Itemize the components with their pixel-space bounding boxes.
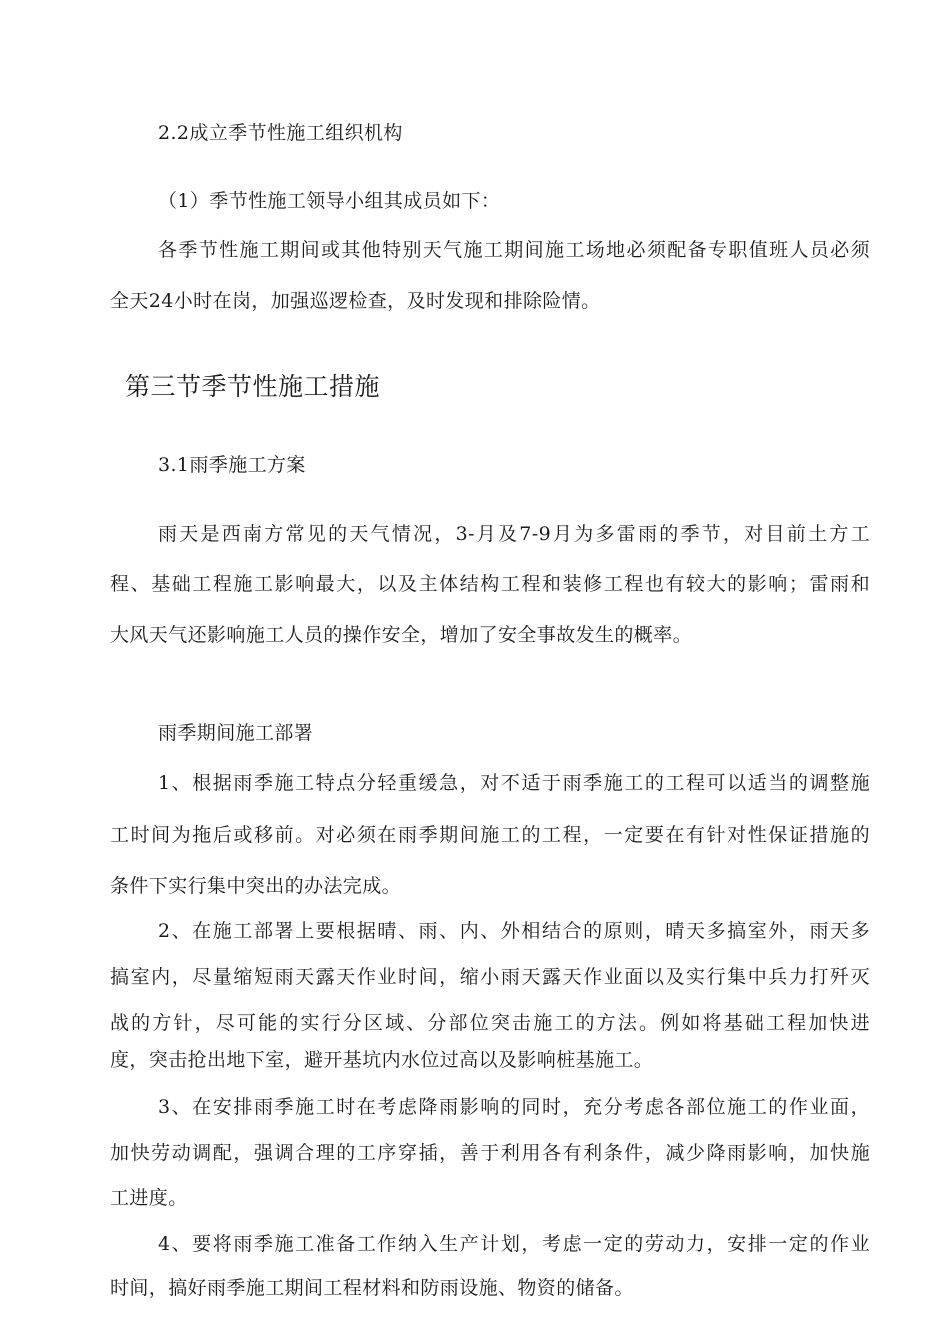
list-item-line: 时间，搞好雨季施工期间工程材料和防雨设施、物资的储备。 [110,1277,634,1299]
list-item-line: 工进度。 [110,1187,188,1209]
list-item-line: 战的方针，尽可能的实行分区域、分部位突击施工的方法。例如将基础工程加快进 [110,1012,870,1034]
list-item-line: 2、在施工部署上要根据晴、雨、内、外相结合的原则，晴天多搞室外，雨天多 [158,920,870,942]
section-2-2-title: 2.2成立季节性施工组织机构 [158,122,403,144]
deployment-title: 雨季期间施工部署 [158,722,314,744]
section-3-heading: 第三节季节性施工措施 [125,372,381,401]
list-item-line: 加快劳动调配，强调合理的工序穿插，善于利用各有利条件，减少降雨影响，加快施 [110,1142,870,1164]
paragraph-line: 全天24小时在岗，加强巡逻检查，及时发现和排除险情。 [110,290,601,312]
list-item-line: 4、要将雨季施工准备工作纳入生产计划，考虑一定的劳动力，安排一定的作业 [158,1233,870,1255]
list-item-line: 工时间为拖后或移前。对必须在雨季期间施工的工程，一定要在有针对性保证措施的 [110,824,870,846]
list-item-line: 条件下实行集中突出的办法完成。 [110,875,402,897]
subsection-3-1-title: 3.1雨季施工方案 [158,454,306,476]
paragraph-line: 大风天气还影响施工人员的操作安全，增加了安全事故发生的概率。 [110,624,693,646]
section-2-2-item-1: （1）季节性施工领导小组其成员如下： [158,190,501,212]
paragraph-line: 各季节性施工期间或其他特别天气施工期间施工场地必须配备专职值班人员必须 [158,239,870,261]
list-item-line: 度，突击抢出地下室，避开基坑内水位过高以及影响桩基施工。 [110,1049,654,1071]
list-item-line: 3、在安排雨季施工时在考虑降雨影响的同时，充分考虑各部位施工的作业面， [158,1096,870,1118]
list-item-line: 1、根据雨季施工特点分轻重缓急，对不适于雨季施工的工程可以适当的调整施 [158,772,870,794]
paragraph-line: 雨天是西南方常见的天气情况，3-月及7-9月为多雷雨的季节，对目前土方工 [158,523,870,545]
paragraph-line: 程、基础工程施工影响最大，以及主体结构工程和装修工程也有较大的影响；雷雨和 [110,573,870,595]
list-item-line: 搞室内，尽量缩短雨天露天作业时间，缩小雨天露天作业面以及实行集中兵力打歼灭 [110,966,870,988]
